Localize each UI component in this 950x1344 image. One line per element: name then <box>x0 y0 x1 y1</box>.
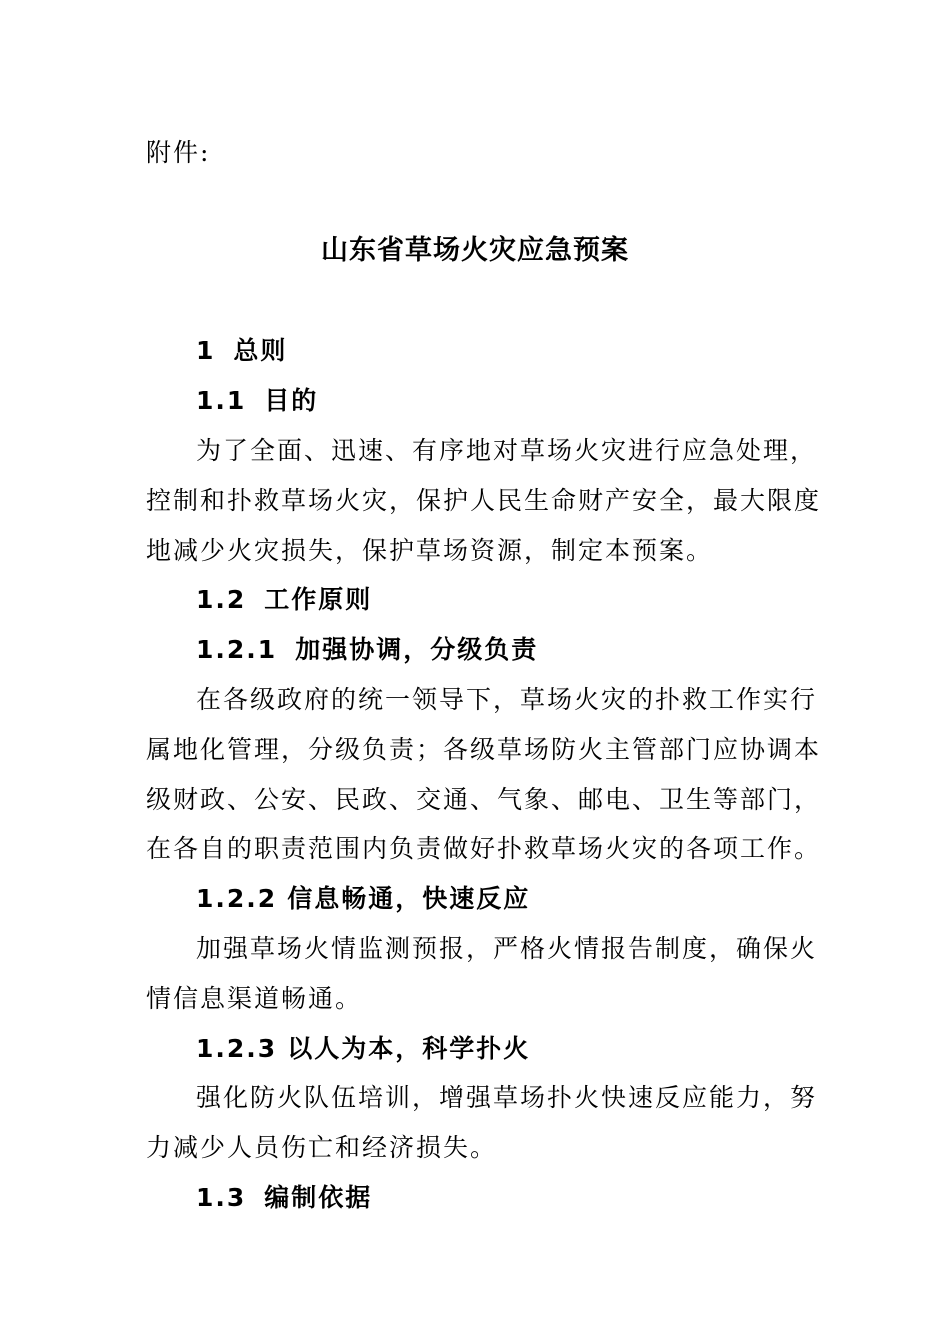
paragraph-line: 力减少人员伤亡和经济损失。 <box>146 1133 498 1162</box>
paragraph-line: 控制和扑救草场火灾，保护人民生命财产安全，最大限度 <box>146 486 822 515</box>
heading-text: 总则 <box>233 336 288 365</box>
heading-1-2-3 <box>196 1034 530 1064</box>
heading-text: 编制依据 <box>264 1183 373 1212</box>
heading-number: 1.2 <box>196 585 247 614</box>
attachment-label: 附件: <box>146 138 211 167</box>
heading-1-2-1 <box>196 635 538 665</box>
heading-text: 以人为本，科学扑火 <box>287 1034 531 1063</box>
paragraph-line: 地减少火灾损失，保护草场资源，制定本预案。 <box>146 536 714 565</box>
heading-number: 1.3 <box>196 1183 247 1212</box>
heading-number: 1.2.1 <box>196 635 278 664</box>
heading-number: 1.2.3 <box>196 1034 278 1063</box>
heading-1-2-2 <box>196 884 530 914</box>
heading-1-2 <box>196 585 372 615</box>
heading-text: 目的 <box>264 386 319 415</box>
document-title: 山东省草场火灾应急预案 <box>321 235 629 266</box>
paragraph-line: 级财政、公安、民政、交通、气象、邮电、卫生等部门， <box>146 785 822 814</box>
heading-1 <box>196 336 287 366</box>
paragraph-line: 强化防火队伍培训，增强草场扑火快速反应能力，努 <box>196 1083 818 1112</box>
paragraph-line: 属地化管理，分级负责；各级草场防火主管部门应协调本 <box>146 735 822 764</box>
heading-number: 1.2.2 <box>196 884 278 913</box>
paragraph-line: 为了全面、迅速、有序地对草场火灾进行应急处理， <box>196 436 818 465</box>
paragraph-line: 加强草场火情监测预报，严格火情报告制度，确保火 <box>196 934 818 963</box>
heading-1-1 <box>196 386 318 416</box>
paragraph-line: 在各自的职责范围内负责做好扑救草场火灾的各项工作。 <box>146 834 822 863</box>
heading-1-3 <box>196 1183 372 1213</box>
paragraph-line: 情信息渠道畅通。 <box>146 984 363 1013</box>
heading-number: 1.1 <box>196 386 247 415</box>
heading-text: 加强协调，分级负责 <box>295 635 539 664</box>
heading-text: 工作原则 <box>264 585 373 614</box>
heading-text: 信息畅通，快速反应 <box>287 884 531 913</box>
paragraph-line: 在各级政府的统一领导下，草场火灾的扑救工作实行 <box>196 685 818 714</box>
heading-number: 1 <box>196 336 216 365</box>
